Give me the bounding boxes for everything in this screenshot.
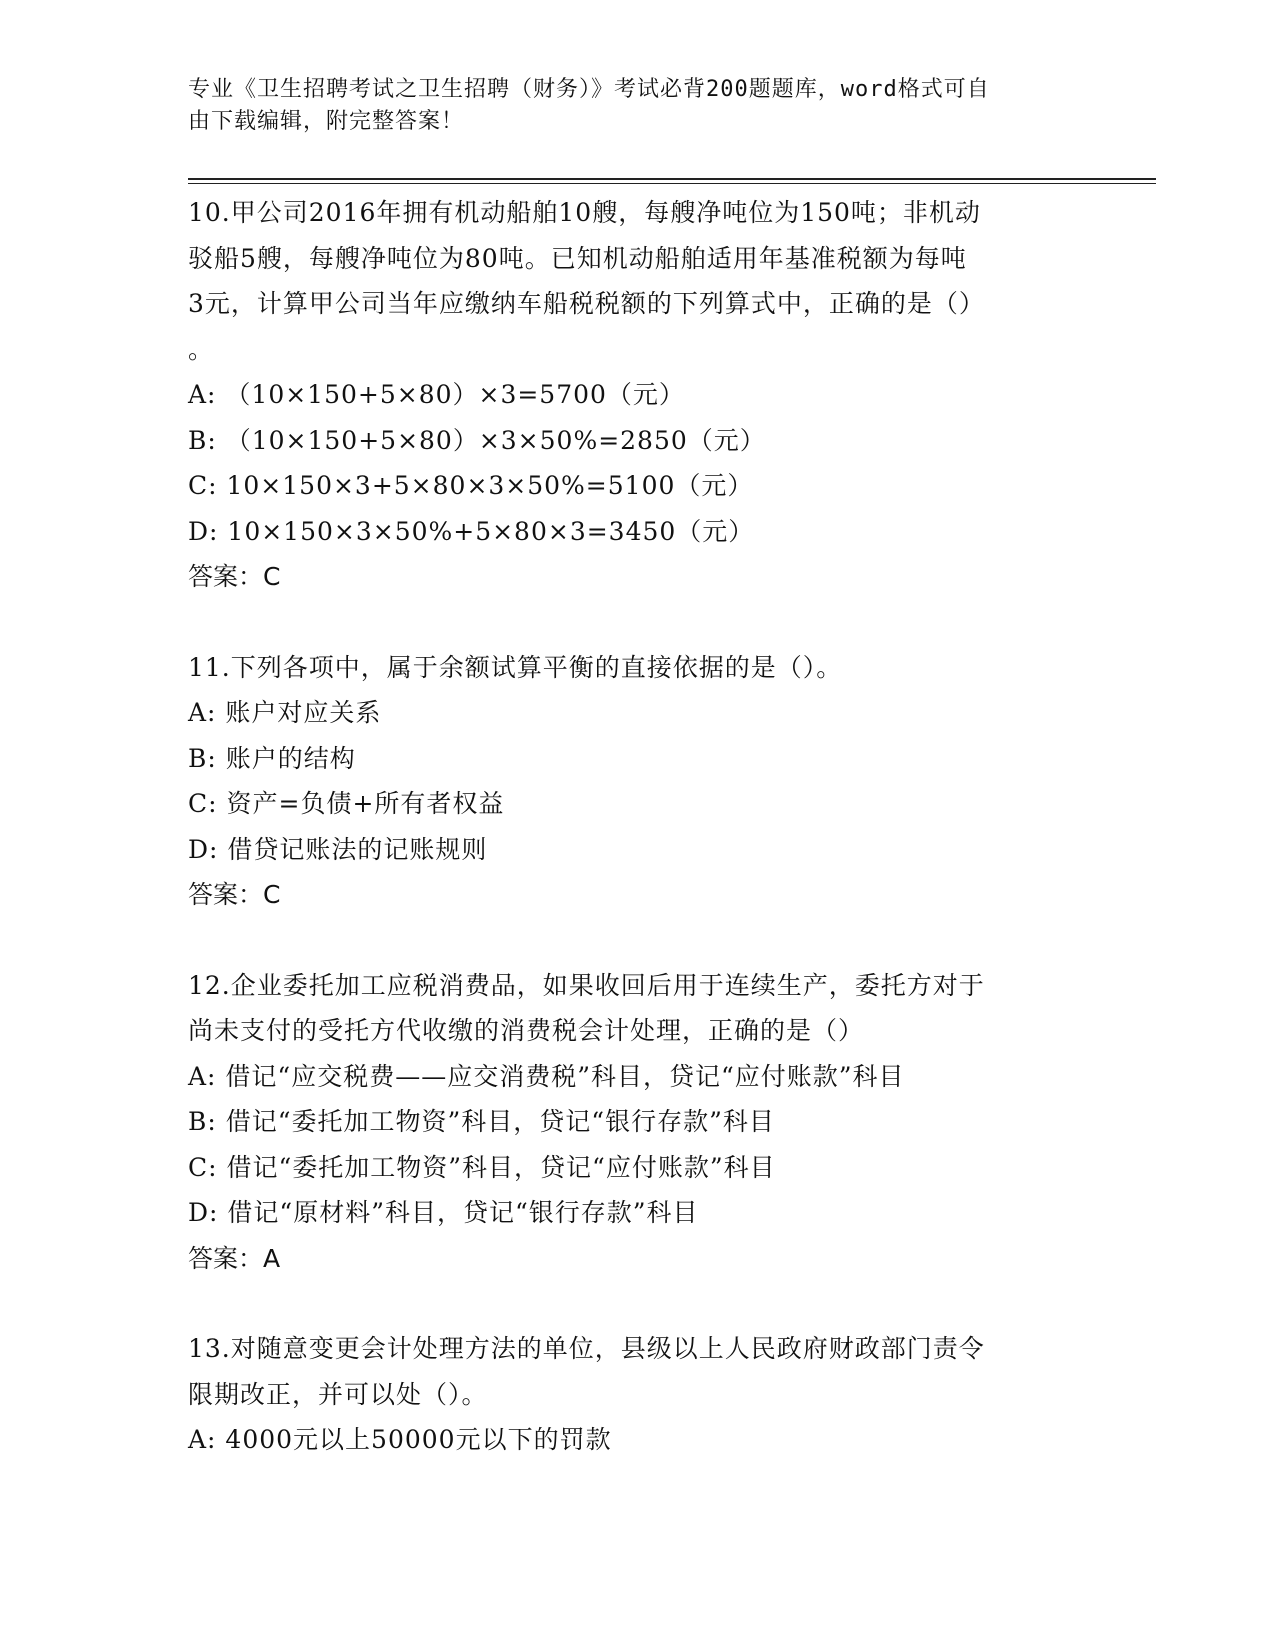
- option-b: B: 账户的结构: [188, 743, 356, 773]
- header-divider-thick: [188, 178, 1156, 180]
- question-text-line: 3元，计算甲公司当年应缴纳车船税税额的下列算式中，正确的是（）: [188, 289, 985, 318]
- answer-text: 答案：A: [188, 1243, 281, 1273]
- header-divider-thin: [188, 183, 1156, 184]
- question-text-line: 11.下列各项中，属于余额试算平衡的直接依据的是（）。: [188, 652, 843, 682]
- question-text-line: 。: [188, 334, 215, 364]
- option-a: A: 账户对应关系: [188, 698, 382, 727]
- question-list: [188, 190, 1088, 1508]
- question-text-line: 驳船5艘，每艘净吨位为80吨。已知机动船舶适用年基准税额为每吨: [188, 243, 967, 273]
- question-text-line: 12.企业委托加工应税消费品，如果收回后用于连续生产，委托方对于: [188, 970, 985, 1000]
- header-line-2: 由下载编辑，附完整答案！: [188, 109, 465, 134]
- question-text-line: 限期改正，并可以处（）。: [188, 1379, 488, 1409]
- answer-text: 答案：C: [188, 880, 281, 909]
- option-b: B: （10×150+5×80）×3×50%=2850（元）: [188, 425, 766, 455]
- answer-text: 答案：C: [188, 562, 281, 591]
- option-c: C: 借记“委托加工物资”科目，贷记“应付账款”科目: [188, 1152, 776, 1182]
- question-12: [188, 963, 1088, 1282]
- question-11: [188, 645, 1088, 918]
- document-header: [188, 74, 1088, 138]
- option-d: D: 借贷记账法的记账规则: [188, 834, 488, 864]
- option-d: D: 借记“原材料”科目，贷记“银行存款”科目: [188, 1198, 699, 1227]
- option-d: D: 10×150×3×50%+5×80×3=3450（元）: [188, 516, 755, 546]
- option-b: B: 借记“委托加工物资”科目，贷记“银行存款”科目: [188, 1107, 775, 1136]
- question-text-line: 尚未支付的受托方代收缴的消费税会计处理，正确的是（）: [188, 1016, 865, 1045]
- option-a: A: （10×150+5×80）×3=5700（元）: [188, 380, 685, 409]
- option-a: A: 4000元以上50000元以下的罚款: [188, 1425, 612, 1454]
- header-line-1: 专业《卫生招聘考试之卫生招聘（财务）》考试必背200题题库，word格式可自: [188, 77, 990, 102]
- question-text-line: 13.对随意变更会计处理方法的单位，县级以上人民政府财政部门责令: [188, 1334, 985, 1363]
- question-text-line: 10.甲公司2016年拥有机动船舶10艘，每艘净吨位为150吨；非机动: [188, 198, 981, 227]
- question-13: [188, 1326, 1088, 1463]
- option-c: C: 资产=负债+所有者权益: [188, 789, 505, 818]
- question-10: [188, 190, 1088, 600]
- option-c: C: 10×150×3+5×80×3×50%=5100（元）: [188, 471, 754, 500]
- option-a: A: 借记“应交税费——应交消费税”科目，贷记“应付账款”科目: [188, 1061, 905, 1091]
